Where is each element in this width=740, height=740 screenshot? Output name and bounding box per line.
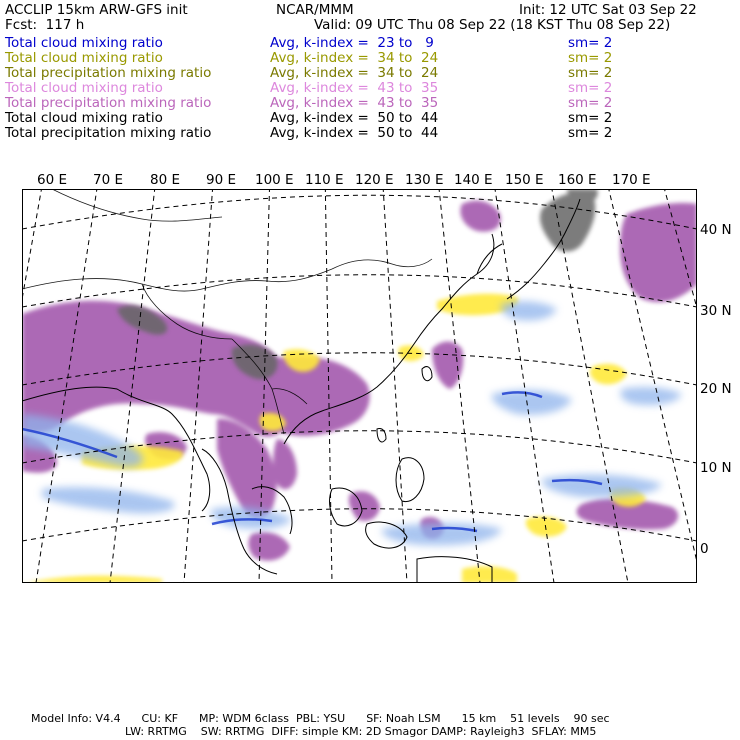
legend-avg: Avg, k-index = 43 to 35 bbox=[270, 95, 439, 111]
map-panel bbox=[22, 189, 697, 583]
legend-name: Total precipitation mixing ratio bbox=[5, 125, 212, 141]
legend-name: Total cloud mixing ratio bbox=[5, 50, 163, 66]
longitude-label: 140 E bbox=[454, 172, 493, 188]
longitude-label: 170 E bbox=[612, 172, 651, 188]
legend-sm: sm= 2 bbox=[568, 80, 613, 96]
legend-name: Total precipitation mixing ratio bbox=[5, 95, 212, 111]
legend-name: Total cloud mixing ratio bbox=[5, 80, 163, 96]
legend-avg: Avg, k-index = 34 to 24 bbox=[270, 65, 439, 81]
legend-name: Total cloud mixing ratio bbox=[5, 35, 163, 51]
latitude-label: 0 bbox=[700, 541, 709, 557]
valid-time: Valid: 09 UTC Thu 08 Sep 22 (18 KST Thu 08 Sep 22) bbox=[314, 17, 671, 33]
model-info-line-1: Model Info: V4.4 CU: KF MP: WDM 6class PBL: YSU SF: Noah LSM 15 km 51 levels 90 sec bbox=[31, 712, 610, 725]
longitude-label: 160 E bbox=[558, 172, 597, 188]
init-time: Init: 12 UTC Sat 03 Sep 22 bbox=[519, 2, 697, 18]
model-title: ACCLIP 15km ARW-GFS init bbox=[5, 2, 188, 18]
longitude-label: 150 E bbox=[505, 172, 544, 188]
longitude-label: 80 E bbox=[150, 172, 180, 188]
legend-sm: sm= 2 bbox=[568, 65, 613, 81]
legend-avg: Avg, k-index = 50 to 44 bbox=[270, 125, 439, 141]
legend-avg: Avg, k-index = 43 to 35 bbox=[270, 80, 439, 96]
longitude-label: 60 E bbox=[37, 172, 67, 188]
legend-sm: sm= 2 bbox=[568, 110, 613, 126]
longitude-label: 100 E bbox=[255, 172, 294, 188]
org-label: NCAR/MMM bbox=[276, 2, 354, 18]
latitude-label: 40 N bbox=[700, 222, 732, 238]
longitude-label: 90 E bbox=[206, 172, 236, 188]
latitude-label: 10 N bbox=[700, 460, 732, 476]
legend-sm: sm= 2 bbox=[568, 35, 613, 51]
legend-avg: Avg, k-index = 23 to 9 bbox=[270, 35, 434, 51]
legend-avg: Avg, k-index = 50 to 44 bbox=[270, 110, 439, 126]
longitude-label: 130 E bbox=[405, 172, 444, 188]
legend-sm: sm= 2 bbox=[568, 95, 613, 111]
legend-avg: Avg, k-index = 34 to 24 bbox=[270, 50, 439, 66]
forecast-hour: Fcst: 117 h bbox=[5, 17, 85, 33]
longitude-label: 110 E bbox=[305, 172, 344, 188]
legend-name: Total cloud mixing ratio bbox=[5, 110, 163, 126]
model-info-line-2: LW: RRTMG SW: RRTMG DIFF: simple KM: 2D Smagor DAMP: Rayleigh3 SFLAY: MM5 bbox=[125, 725, 597, 738]
longitude-label: 70 E bbox=[93, 172, 123, 188]
latitude-label: 20 N bbox=[700, 381, 732, 397]
legend-sm: sm= 2 bbox=[568, 50, 613, 66]
longitude-label: 120 E bbox=[355, 172, 394, 188]
latitude-label: 30 N bbox=[700, 303, 732, 319]
legend-name: Total precipitation mixing ratio bbox=[5, 65, 212, 81]
legend-sm: sm= 2 bbox=[568, 125, 613, 141]
